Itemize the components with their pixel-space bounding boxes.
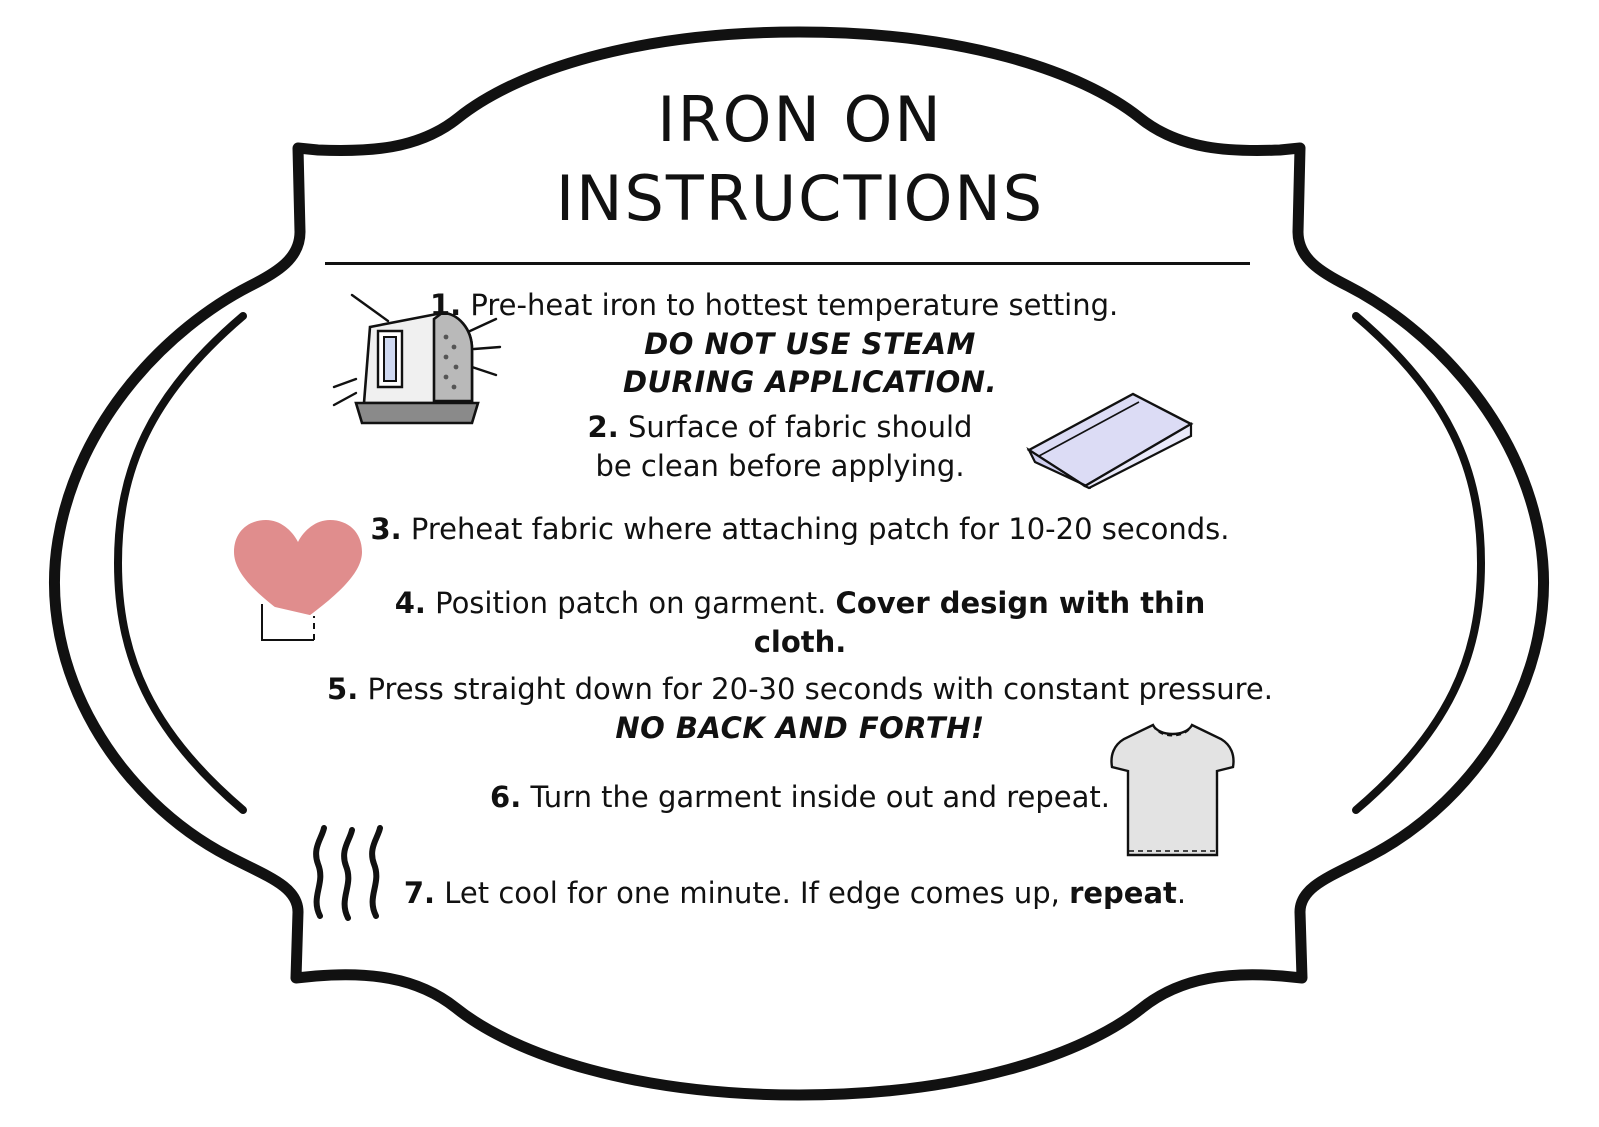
folded-fabric-illustration (1015, 388, 1205, 493)
step-4-number: 4. (394, 586, 426, 620)
step-5-number: 5. (327, 672, 359, 706)
step-6 (450, 778, 1150, 817)
step-5-emphasis: NO BACK AND FORTH! (615, 710, 985, 745)
step-7-number: 7. (403, 876, 436, 910)
page-title (330, 80, 1270, 239)
step-3 (350, 510, 1250, 549)
step-1-emphasis-2: DURING APPLICATION. (622, 365, 998, 400)
step-1 (430, 286, 1190, 402)
step-4-text: Position patch on garment. (435, 586, 827, 620)
step-5-text: Press straight down for 20-30 seconds with constant pressure. (367, 672, 1273, 706)
step-4 (350, 584, 1250, 661)
step-1-text: Pre-heat iron to hottest temperature setting. (470, 288, 1119, 322)
step-3-number: 3. (370, 512, 402, 546)
title-line-1: IRON ON (657, 83, 943, 156)
step-7 (380, 874, 1210, 913)
step-2-number: 2. (587, 410, 619, 444)
step-7-text-before: Let cool for one minute. If edge comes up, (444, 876, 1060, 910)
step-2-text-line-1: Surface of fabric should (627, 410, 973, 444)
step-1-emphasis-1: DO NOT USE STEAM (644, 326, 976, 361)
step-7-bold-word: repeat (1069, 876, 1177, 910)
step-2 (570, 408, 990, 485)
step-4-bold-text: Cover design with thin cloth. (753, 586, 1206, 659)
title-divider (325, 262, 1250, 265)
step-7-text-after: . (1176, 876, 1187, 910)
step-3-text: Preheat fabric where attaching patch for 10-20 seconds. (410, 512, 1230, 546)
step-1-number: 1. (430, 288, 462, 322)
step-6-number: 6. (490, 780, 522, 814)
step-6-text: Turn the garment inside out and repeat. (530, 780, 1110, 814)
step-2-text-line-2: be clean before applying. (595, 448, 965, 483)
title-line-2: INSTRUCTIONS (555, 162, 1045, 236)
step-5 (300, 670, 1300, 747)
heart-patch-illustration (228, 512, 368, 647)
